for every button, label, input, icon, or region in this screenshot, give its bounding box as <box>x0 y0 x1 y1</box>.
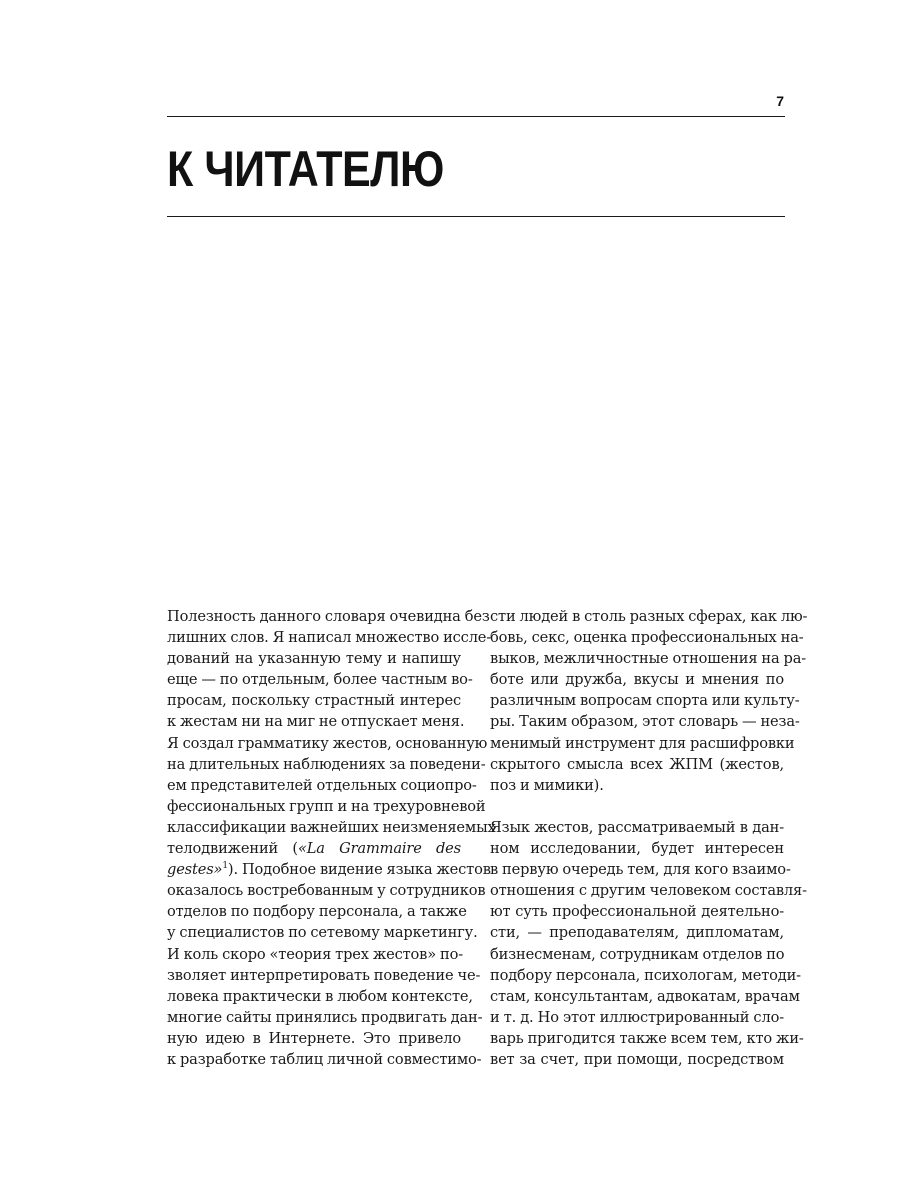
text-line: сти, — преподавателям, дипломатам, <box>490 924 784 942</box>
text-line: различным вопросам спорта или культу- <box>490 692 800 710</box>
text-line: ры. Таким образом, этот словарь — неза- <box>490 713 800 731</box>
text-line: вет за счет, при помощи, посредством <box>490 1050 784 1068</box>
text-line: ем представителей отдельных социопро- <box>167 776 477 794</box>
left-column-lines-top <box>167 606 496 838</box>
text-line: просам, поскольку страстный интерес <box>167 692 461 710</box>
text-line: бовь, секс, оценка профессиональных на- <box>490 629 804 647</box>
text-line: боте или дружба, вкусы и мнения по <box>490 671 784 689</box>
text-line: ную идею в Интернете. Это привело <box>167 1029 461 1047</box>
text-line: к жестам ни на миг не отпускает меня. <box>167 713 465 731</box>
book-title: «La Grammaire des <box>297 840 462 858</box>
text-line: подбору персонала, психологам, методи- <box>490 966 801 984</box>
text-line: отделов по подбору персонала, а также <box>167 903 467 921</box>
citation-line <box>167 859 491 880</box>
paragraph <box>490 606 808 796</box>
text-line: варь пригодится также всем тем, кто жи- <box>490 1029 804 1047</box>
text-line: и т. д. Но этот иллюстрированный сло- <box>490 1008 784 1026</box>
title-rule <box>167 216 785 217</box>
right-column <box>490 606 808 1070</box>
chapter-title: К ЧИТАТЕЛЮ <box>167 141 444 197</box>
citation-line <box>167 838 461 859</box>
text-line: стам, консультантам, адвокатам, врачам <box>490 987 800 1005</box>
text-line: выков, межличностные отношения на ра- <box>490 650 807 668</box>
left-column-lines-bottom <box>167 880 486 1070</box>
footnote-reference[interactable]: 1 <box>222 861 228 872</box>
text-line: ют суть профессиональной деятельно- <box>490 903 784 921</box>
book-title-continued: gestes» <box>167 861 223 879</box>
page-number: 7 <box>776 93 784 109</box>
text-line: ном исследовании, будет интересен <box>490 840 784 858</box>
text-line: Полезность данного словаря очевидна без <box>167 608 490 625</box>
text-line: Я создал грамматику жестов, основанную <box>167 734 488 752</box>
citation-before: телодвижений ( <box>167 840 298 858</box>
text-line: бизнесменам, сотрудникам отделов по <box>490 945 785 963</box>
text-line: менимый инструмент для расшифровки <box>490 734 795 752</box>
text-line: дований на указанную тему и напишу <box>167 650 461 668</box>
text-line: у специалистов по сетевому маркетингу. <box>167 924 478 942</box>
paragraph-gap <box>490 796 784 817</box>
text-line: к разработке таблиц личной совместимо- <box>167 1050 482 1068</box>
header-rule <box>167 116 785 117</box>
text-line: многие сайты принялись продвигать дан- <box>167 1008 483 1026</box>
text-line: ловека практически в любом контексте, <box>167 987 473 1005</box>
citation-after: ). Подобное видение языка жестов <box>227 861 491 879</box>
text-line: поз и мимики). <box>490 776 604 794</box>
paragraph <box>490 817 807 1070</box>
text-line: зволяет интерпретировать поведение че- <box>167 966 481 984</box>
text-line: скрытого смысла всех ЖПМ (жестов, <box>490 755 784 773</box>
text-line: оказалось востребованным у сотрудников <box>167 882 486 900</box>
text-line: в первую очередь тем, для кого взаимо- <box>490 861 791 879</box>
text-line: фессиональных групп и на трехуровневой <box>167 797 486 815</box>
text-line: Язык жестов, рассматриваемый в дан- <box>490 818 784 836</box>
left-column <box>167 606 496 1070</box>
text-line: классификации важнейших неизменяемых <box>167 818 496 836</box>
text-line: И коль скоро «теория трех жестов» по- <box>167 945 464 963</box>
text-line: лишних слов. Я написал множество иссле- <box>167 629 492 647</box>
text-line: отношения с другим человеком составля- <box>490 882 807 900</box>
text-line: еще — по отдельным, более частным во- <box>167 671 473 689</box>
text-line: сти людей в столь разных сферах, как лю- <box>490 608 808 625</box>
text-line: на длительных наблюдениях за поведени- <box>167 755 486 773</box>
